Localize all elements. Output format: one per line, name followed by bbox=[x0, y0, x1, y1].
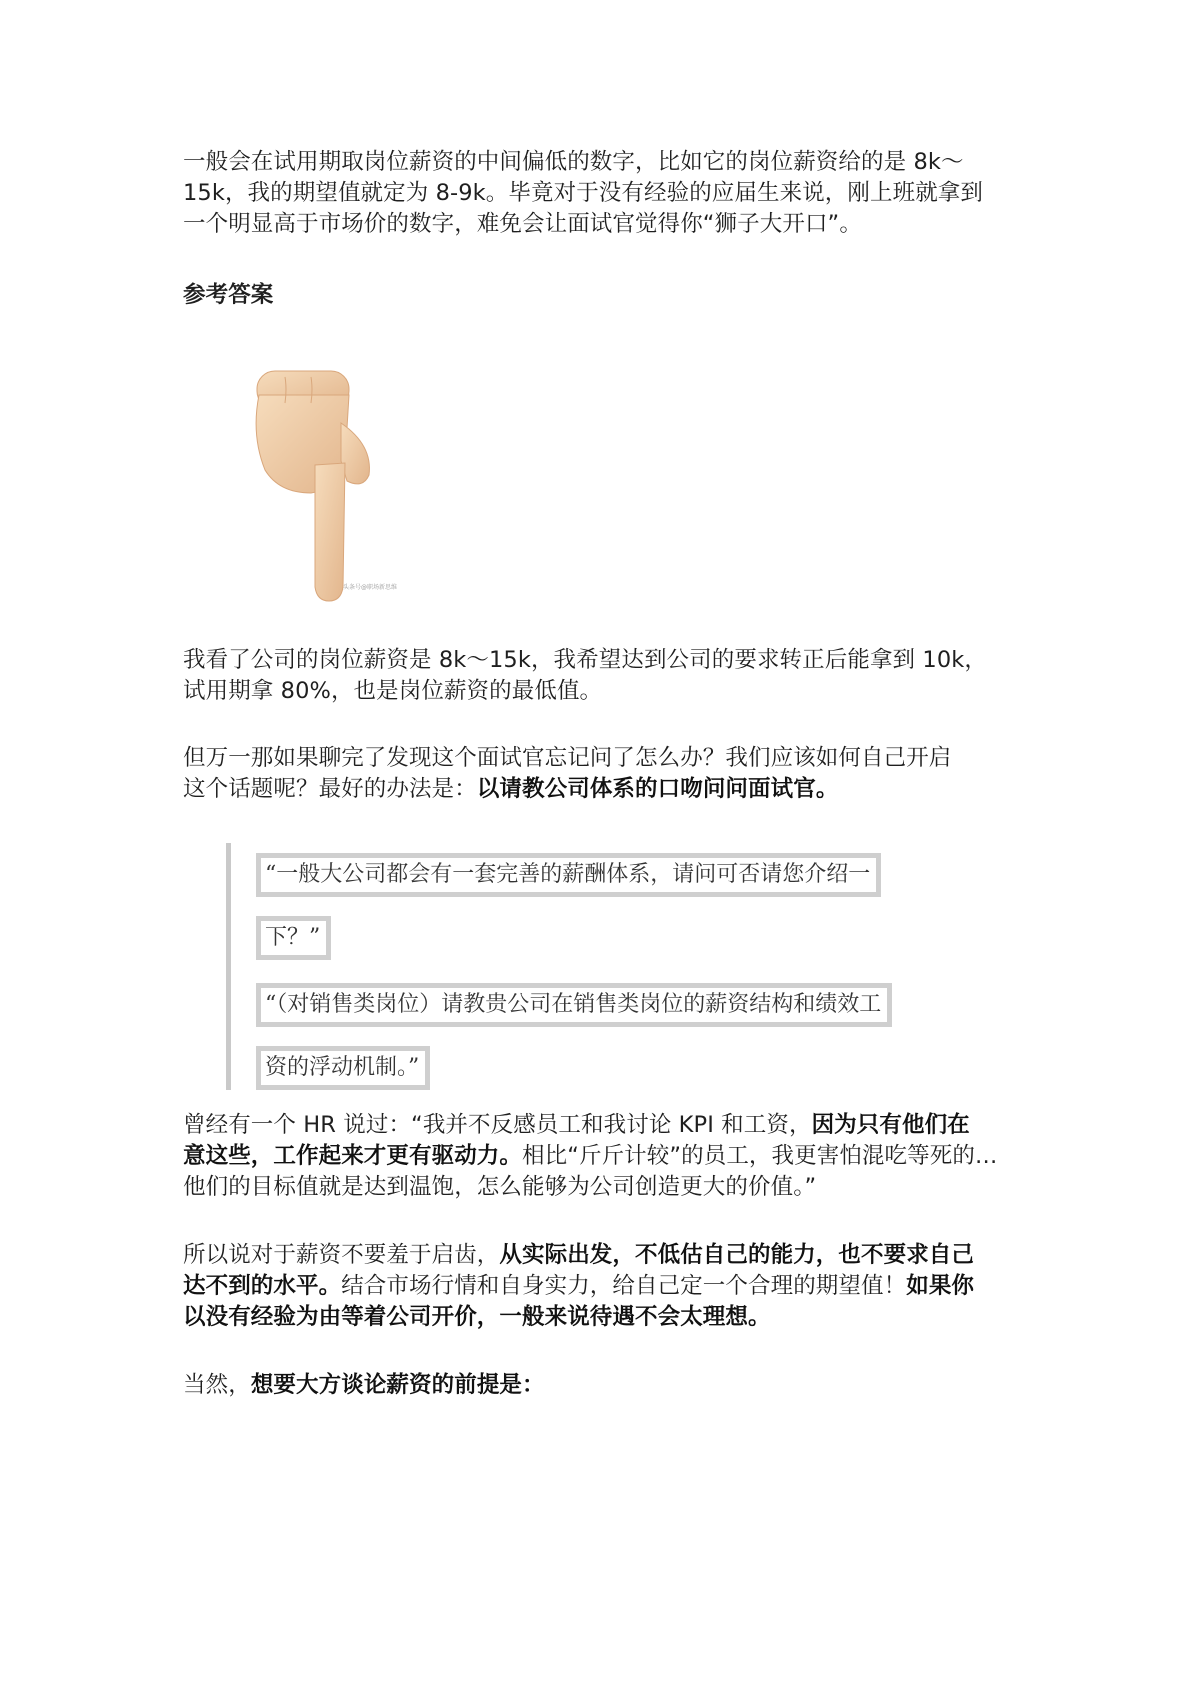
paragraph-premise bbox=[183, 1370, 1063, 1401]
paragraph-hr-quote bbox=[183, 1110, 1063, 1203]
text-line: 他们的目标值就是达到温饱，怎么能够为公司创造更大的价值。” bbox=[183, 1174, 817, 1200]
text-line: 但万一那如果聊完了发现这个面试官忘记问了怎么办？我们应该如何自己开启 bbox=[183, 745, 952, 771]
text-line: 一个明显高于市场价的数字，难免会让面试官觉得你“狮子大开口”。 bbox=[183, 211, 862, 237]
bold-text: 达不到的水平。 bbox=[183, 1273, 342, 1299]
text-line: 所以说对于薪资不要羞于启齿， bbox=[183, 1242, 500, 1268]
pointing-down-hand-icon bbox=[245, 365, 385, 605]
paragraph-advice bbox=[183, 1240, 1063, 1333]
text-line: 15k，我的期望值就定为 8-9k。毕竟对于没有经验的应届生来说，刚上班就拿到 bbox=[183, 180, 983, 206]
paragraph-answer bbox=[183, 645, 1063, 707]
bold-text: 因为只有他们在 bbox=[811, 1112, 970, 1138]
text-line: 一般会在试用期取岗位薪资的中间偏低的数字，比如它的岗位薪资给的是 8k～ bbox=[183, 149, 964, 175]
quote-line: 资的浮动机制。” bbox=[256, 1046, 430, 1090]
blockquote-bar bbox=[226, 843, 231, 1090]
quote-line: 下？” bbox=[256, 916, 331, 960]
text-line: 曾经有一个 HR 说过：“我并不反感员工和我讨论 KPI 和工资， bbox=[183, 1112, 812, 1138]
text-line: 我看了公司的岗位薪资是 8k～15k，我希望达到公司的要求转正后能拿到 10k， bbox=[183, 647, 987, 673]
text-line: 相比“斤斤计较”的员工，我更害怕混吃等死的… bbox=[522, 1143, 998, 1169]
bold-text: 意这些，工作起来才更有驱动力。 bbox=[183, 1143, 523, 1169]
text-line: 试用期拿 80%，也是岗位薪资的最低值。 bbox=[183, 678, 603, 704]
paragraph-salary-expectation bbox=[183, 147, 1063, 240]
bold-text: 以请教公司体系的口吻问问面试官。 bbox=[476, 776, 839, 802]
paragraph-forgot-question bbox=[183, 743, 1063, 805]
bold-text: 以没有经验为由等着公司开价，一般来说待遇不会太理想。 bbox=[183, 1304, 771, 1330]
bold-text: 想要大方谈论薪资的前提是： bbox=[250, 1372, 545, 1398]
bold-text: 如果你 bbox=[906, 1273, 975, 1299]
quote-line: “（对销售类岗位）请教贵公司在销售类岗位的薪资结构和绩效工 bbox=[256, 983, 892, 1027]
section-heading: 参考答案 bbox=[183, 282, 274, 308]
quote-line: “一般大公司都会有一套完善的薪酬体系，请问可否请您介绍一 bbox=[256, 853, 881, 897]
text-line: 这个话题呢？最好的办法是： bbox=[183, 776, 477, 802]
text-line: 当然， bbox=[183, 1372, 251, 1398]
image-caption: 头条号@职场新思维 bbox=[343, 584, 398, 591]
bold-text: 从实际出发，不低估自己的能力，也不要求自己 bbox=[499, 1242, 975, 1268]
text-line: 结合市场行情和自身实力，给自己定一个合理的期望值！ bbox=[341, 1273, 907, 1299]
